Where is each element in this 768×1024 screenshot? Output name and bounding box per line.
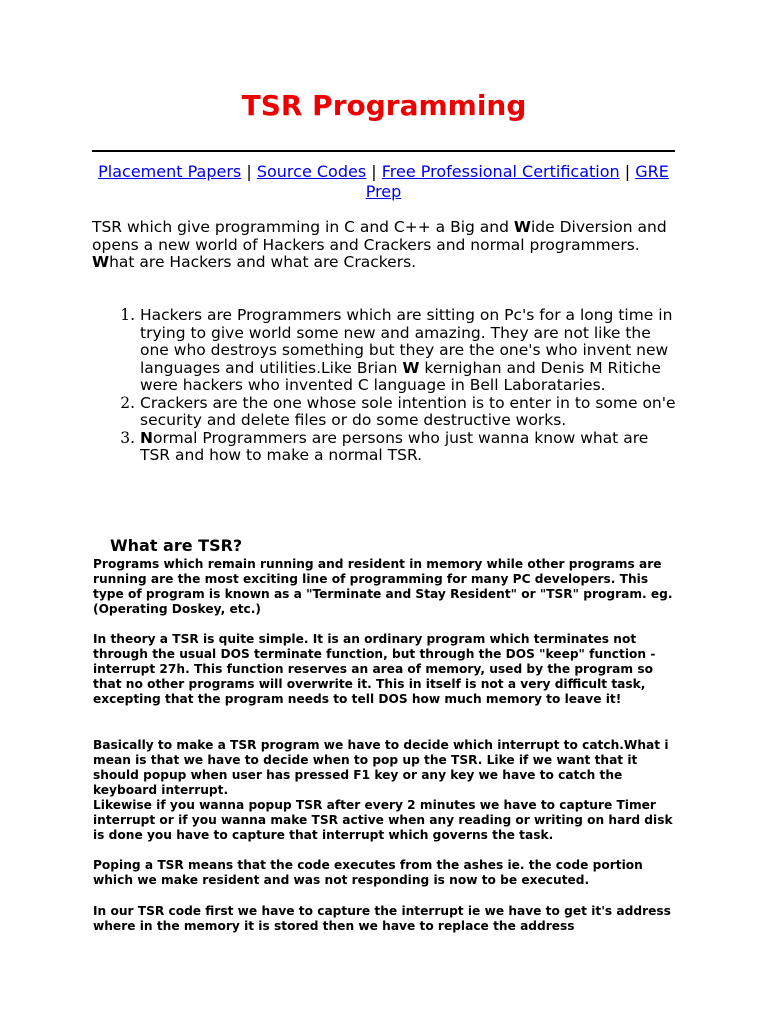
list-item-bold: N [140,428,153,447]
intro-question: hat are Hackers and what are Crackers. [109,253,417,271]
list-item [140,395,682,430]
intro-bold-letter: W [513,218,531,236]
section-heading: What are TSR? [110,536,243,555]
free-professional-certification-link[interactable]: Free Professional Certification [381,162,620,181]
source-codes-link[interactable]: Source Codes [256,162,367,181]
gre-prep-link[interactable]: GRE Prep [365,162,669,201]
body-paragraph: In theory a TSR is quite simple. It is an ordinary program which terminates not through the usual DOS terminate function, but through the DOS "keep" function - interrupt 27h. This function reserves an area of memory, used by the program so that no other programs will overwrite it. This in itself is not a very difficult task, excepting that the program needs to tell DOS how much memory to leave it! [93,632,656,706]
nav-separator: | [371,162,377,181]
intro-bold-letter: W [92,253,110,271]
body-paragraph: Programs which remain running and resident in memory while other programs are running are the most exciting line of programming for many PC developers. This type of program is known as a "Terminate and Stay Resident" or "TSR" program. eg.(Operating Doskey, etc.) [93,557,673,616]
page-title: TSR Programming [241,89,527,122]
body-paragraph: In our TSR code first we have to capture the interrupt ie we have to get it's address where in the memory it is stored then we have to replace the address [93,904,671,933]
intro-text: TSR which give programming in C and C++ a Big and [92,218,514,236]
list-item-text: Hackers are Programmers which are sitting on Pc's for a long time in trying to give world some new and amazing. They are not like the one who destroys something but they are the one's who invent new languages and utilities.Like Brian [140,306,673,377]
body-paragraph: Likewise if you wanna popup TSR after every 2 minutes we have to capture Timer interrupt or if you wanna make TSR active when any reading or writing on hard disk is done you have to capture that interrupt which governs the task. [93,798,673,842]
intro-text: ide Diversion and opens a new world of Hackers and Crackers and normal programmers. [92,218,667,254]
list-item-text: Crackers are the one whose sole intention is to enter in to some on'e security and delete files or do some destructive works. [140,393,676,429]
nav-links [92,162,675,202]
placement-papers-link[interactable]: Placement Papers [98,162,242,181]
horizontal-rule [92,150,675,152]
list-item-bold: W [402,358,420,377]
intro-paragraph [92,219,672,272]
body-paragraph: Basically to make a TSR program we have to decide which interrupt to catch.What i mean is that we have to decide when to pop up the TSR. Like if we want that it should popup when user has pressed F1 key or any key we have to catch the keyboard interrupt. [93,738,669,797]
nav-separator: | [246,162,252,181]
body-paragraph: Poping a TSR means that the code executes from the ashes ie. the code portion which we make resident and was not responding is now to be executed. [93,858,643,887]
list-item [140,430,682,465]
list-item-text: ormal Programmers are persons who just wanna know what are TSR and how to make a normal TSR. [140,428,649,464]
nav-separator: | [624,162,631,181]
list-item-text: kernighan and Denis M Ritiche were hackers who invented C language in Bell Laborataries. [140,358,661,394]
programmer-types-list [92,307,682,465]
list-item [140,307,682,395]
